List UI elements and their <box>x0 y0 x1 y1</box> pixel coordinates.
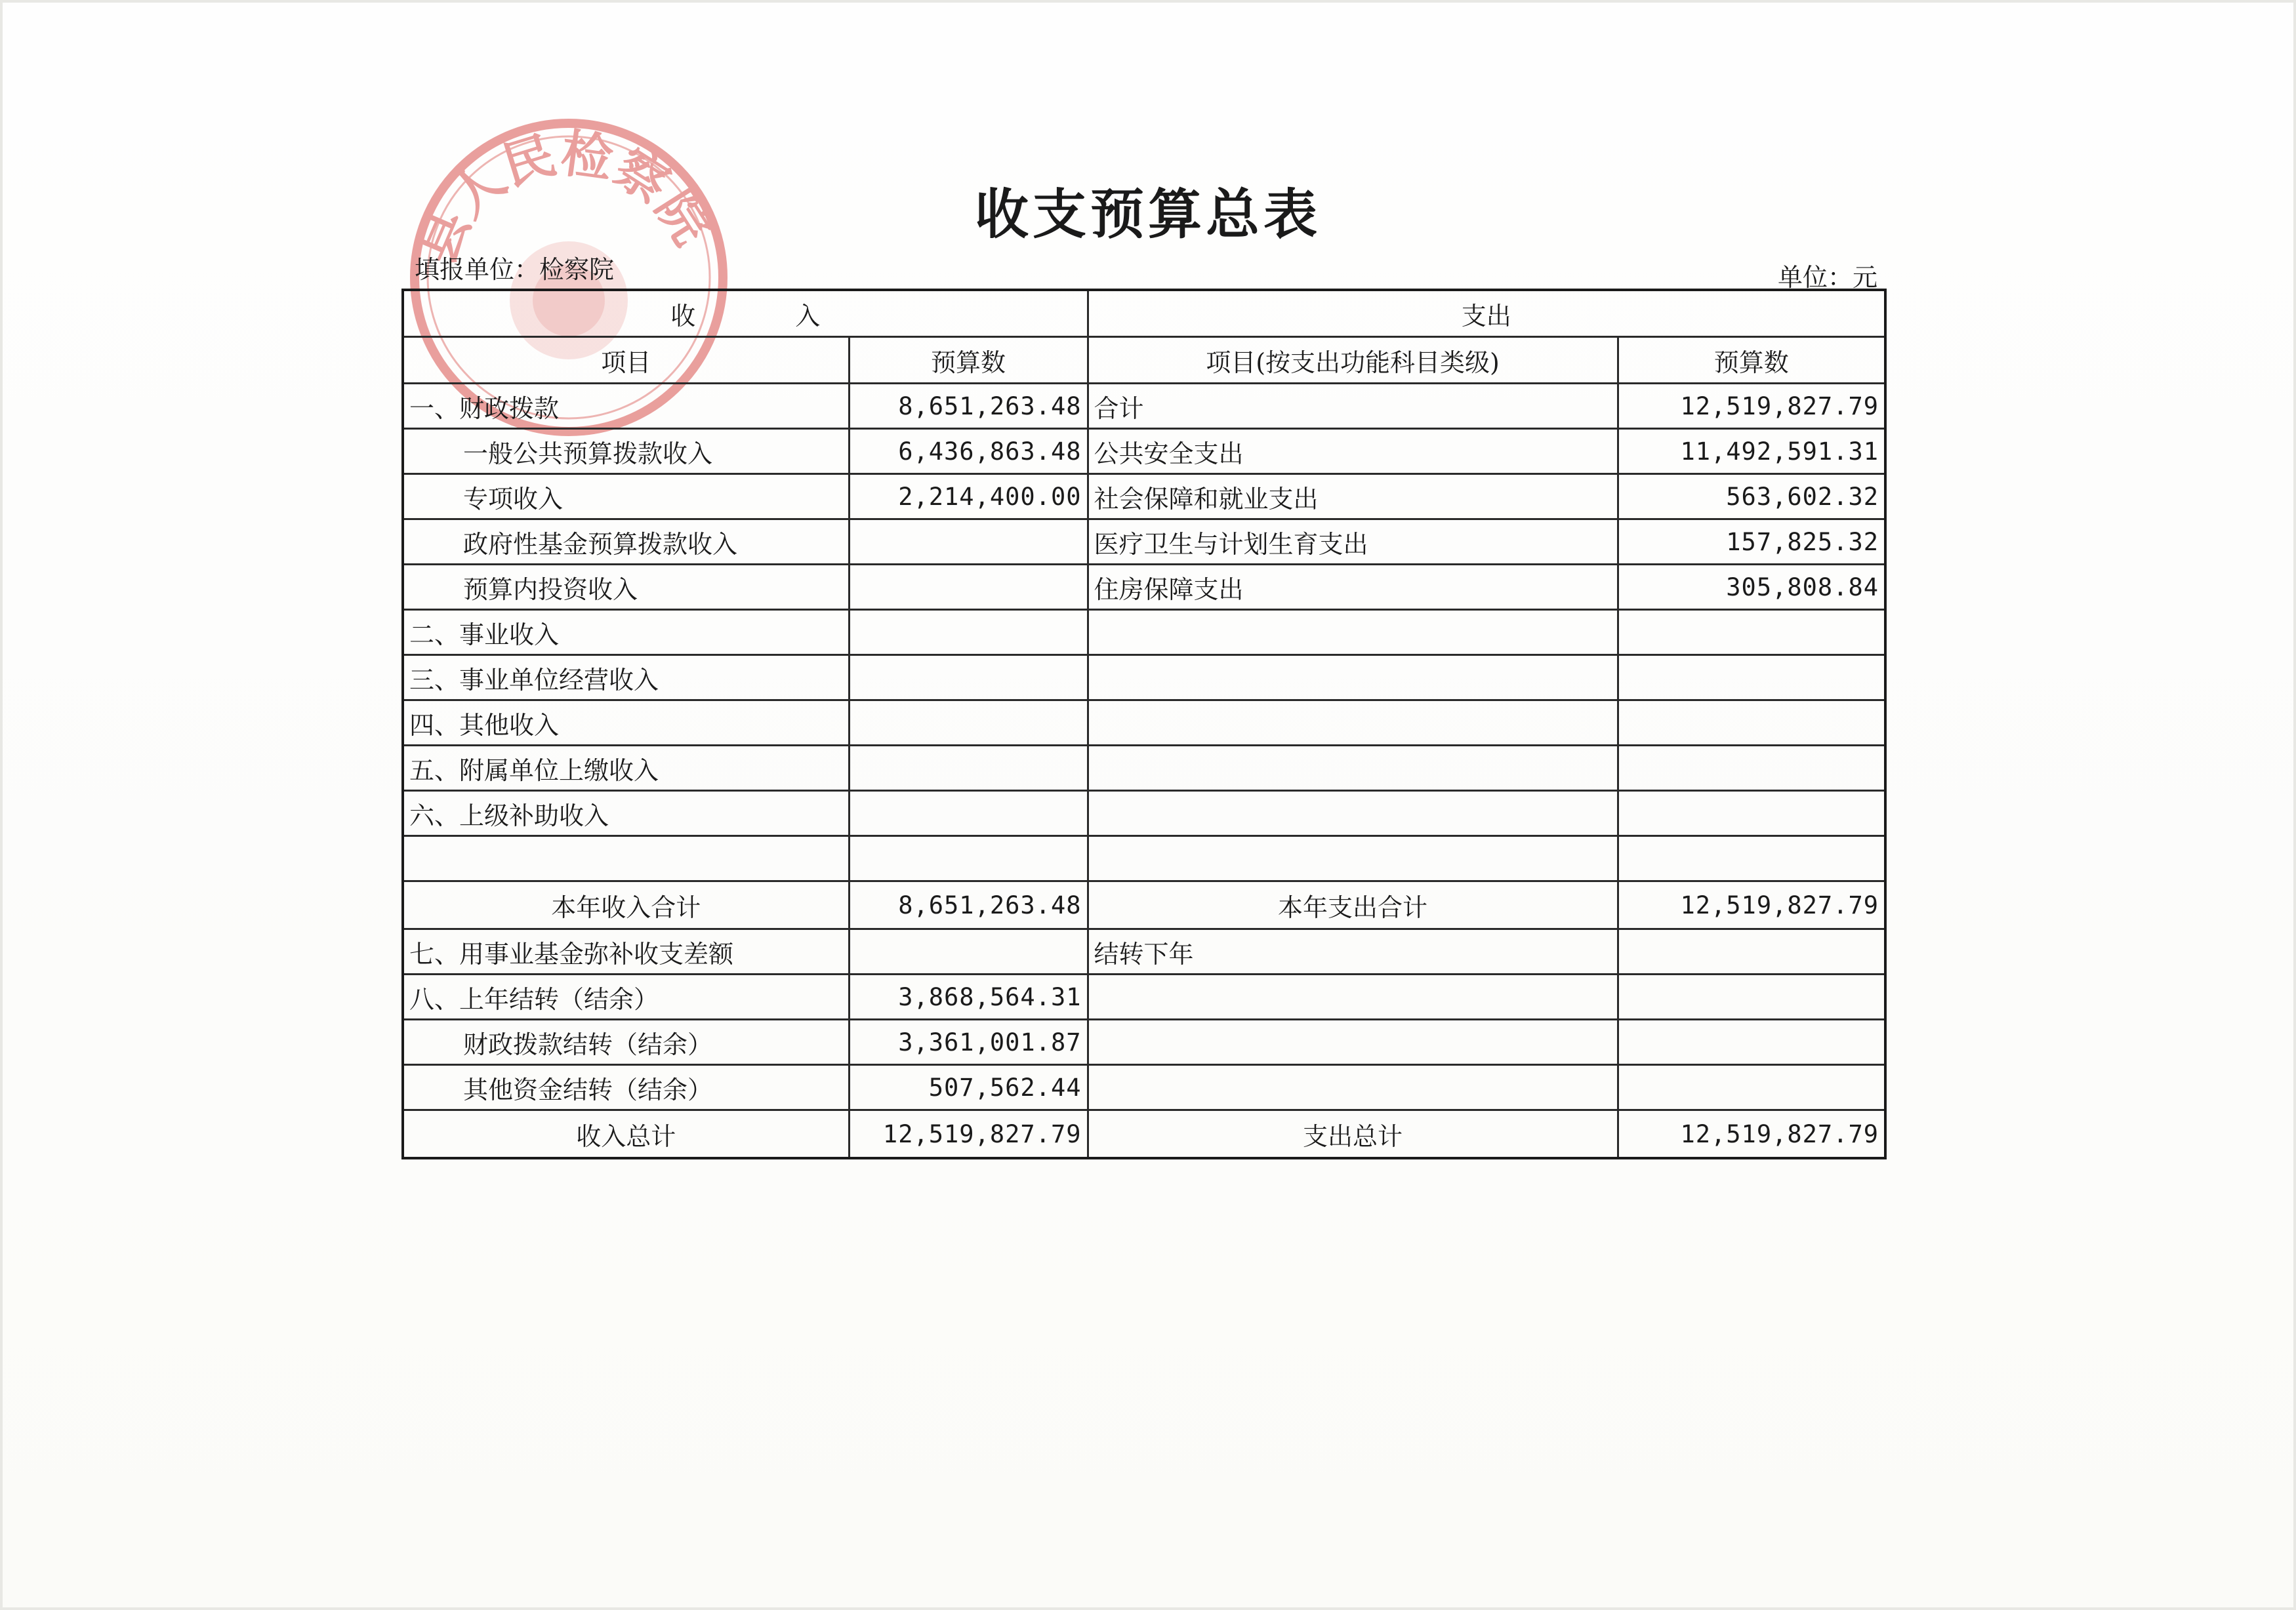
expense-item-cell: 公共安全支出 <box>1088 429 1618 474</box>
expense-item-header: 项目(按支出功能科目类级) <box>1088 337 1618 384</box>
grand-income-total-value: 12,519,827.79 <box>849 1110 1088 1159</box>
expense-value-cell: 563,602.32 <box>1618 474 1885 519</box>
table-row <box>403 384 1885 429</box>
expense-item-cell <box>1088 655 1618 700</box>
expense-value-cell: 157,825.32 <box>1618 519 1885 565</box>
expense-value-cell <box>1618 836 1885 881</box>
income-item-cell: 预算内投资收入 <box>403 565 849 610</box>
income-value-cell <box>849 746 1088 791</box>
expense-item-cell: 医疗卫生与计划生育支出 <box>1088 519 1618 565</box>
table-row <box>403 746 1885 791</box>
column-header-row <box>403 337 1885 384</box>
grand-expense-total-label: 支出总计 <box>1088 1110 1618 1159</box>
expense-value-cell <box>1618 655 1885 700</box>
table-row <box>403 975 1885 1020</box>
income-value-cell: 507,562.44 <box>849 1065 1088 1110</box>
income-value-cell <box>849 655 1088 700</box>
income-value-cell <box>849 836 1088 881</box>
income-item-cell: 专项收入 <box>403 474 849 519</box>
income-item-cell: 六、上级补助收入 <box>403 791 849 836</box>
table-row <box>403 1020 1885 1065</box>
year-income-total-label: 本年收入合计 <box>403 881 849 929</box>
income-item-cell: 政府性基金预算拨款收入 <box>403 519 849 565</box>
expense-value-cell <box>1618 975 1885 1020</box>
expense-value-cell <box>1618 746 1885 791</box>
table-row <box>403 474 1885 519</box>
expense-value-cell <box>1618 929 1885 975</box>
year-income-total-value: 8,651,263.48 <box>849 881 1088 929</box>
income-item-cell: 四、其他收入 <box>403 700 849 746</box>
table-row <box>403 791 1885 836</box>
income-budget-header: 预算数 <box>849 337 1088 384</box>
expense-value-cell: 12,519,827.79 <box>1618 384 1885 429</box>
expense-item-cell <box>1088 791 1618 836</box>
income-value-cell <box>849 610 1088 655</box>
income-value-cell: 6,436,863.48 <box>849 429 1088 474</box>
budget-summary-table <box>401 289 1887 1159</box>
income-value-cell <box>849 565 1088 610</box>
expense-item-cell <box>1088 610 1618 655</box>
income-value-cell <box>849 791 1088 836</box>
expense-value-cell: 305,808.84 <box>1618 565 1885 610</box>
income-group-header: 收 入 <box>403 290 1088 337</box>
expense-item-cell <box>1088 700 1618 746</box>
table-row <box>403 519 1885 565</box>
expense-value-cell <box>1618 700 1885 746</box>
expense-item-cell: 结转下年 <box>1088 929 1618 975</box>
year-expense-total-value: 12,519,827.79 <box>1618 881 1885 929</box>
expense-item-cell <box>1088 1065 1618 1110</box>
income-item-cell: 一般公共预算拨款收入 <box>403 429 849 474</box>
income-item-cell: 三、事业单位经营收入 <box>403 655 849 700</box>
expense-group-header: 支出 <box>1088 290 1885 337</box>
table-row <box>403 836 1885 881</box>
table-row <box>403 1065 1885 1110</box>
income-value-cell: 2,214,400.00 <box>849 474 1088 519</box>
expense-value-cell <box>1618 1065 1885 1110</box>
expense-item-cell: 社会保障和就业支出 <box>1088 474 1618 519</box>
income-value-cell <box>849 929 1088 975</box>
grand-total-row <box>403 1110 1885 1159</box>
svg-text:县人民检察院: 县人民检察院 <box>407 124 722 273</box>
income-item-cell: 一、财政拨款 <box>403 384 849 429</box>
income-item-cell: 八、上年结转（结余） <box>403 975 849 1020</box>
table-row <box>403 929 1885 975</box>
expense-item-cell: 合计 <box>1088 384 1618 429</box>
table-row <box>403 655 1885 700</box>
expense-value-cell: 11,492,591.31 <box>1618 429 1885 474</box>
grand-income-total-label: 收入总计 <box>403 1110 849 1159</box>
year-total-row <box>403 881 1885 929</box>
expense-value-cell <box>1618 610 1885 655</box>
expense-value-cell <box>1618 1020 1885 1065</box>
income-value-cell: 3,361,001.87 <box>849 1020 1088 1065</box>
expense-budget-header: 预算数 <box>1618 337 1885 384</box>
expense-item-cell <box>1088 975 1618 1020</box>
table-row <box>403 565 1885 610</box>
table-row <box>403 700 1885 746</box>
income-item-cell <box>403 836 849 881</box>
income-item-cell: 财政拨款结转（结余） <box>403 1020 849 1065</box>
income-item-cell: 五、附属单位上缴收入 <box>403 746 849 791</box>
expense-item-cell <box>1088 836 1618 881</box>
table-row <box>403 610 1885 655</box>
income-item-cell: 七、用事业基金弥补收支差额 <box>403 929 849 975</box>
expense-item-cell <box>1088 1020 1618 1065</box>
grand-expense-total-value: 12,519,827.79 <box>1618 1110 1885 1159</box>
reporting-unit: 填报单位：检察院 <box>415 255 615 284</box>
table-row <box>403 429 1885 474</box>
expense-item-cell <box>1088 746 1618 791</box>
income-value-cell: 8,651,263.48 <box>849 384 1088 429</box>
budget-table-wrapper <box>401 289 1887 1159</box>
income-value-cell <box>849 519 1088 565</box>
income-item-header: 项目 <box>403 337 849 384</box>
year-expense-total-label: 本年支出合计 <box>1088 881 1618 929</box>
expense-value-cell <box>1618 791 1885 836</box>
expense-item-cell: 住房保障支出 <box>1088 565 1618 610</box>
group-header-row <box>403 290 1885 337</box>
currency-unit: 单位：元 <box>1777 263 1877 292</box>
income-item-cell: 二、事业收入 <box>403 610 849 655</box>
income-value-cell: 3,868,564.31 <box>849 975 1088 1020</box>
income-value-cell <box>849 700 1088 746</box>
page-title: 收支预算总表 <box>974 184 1321 246</box>
income-item-cell: 其他资金结转（结余） <box>403 1065 849 1110</box>
